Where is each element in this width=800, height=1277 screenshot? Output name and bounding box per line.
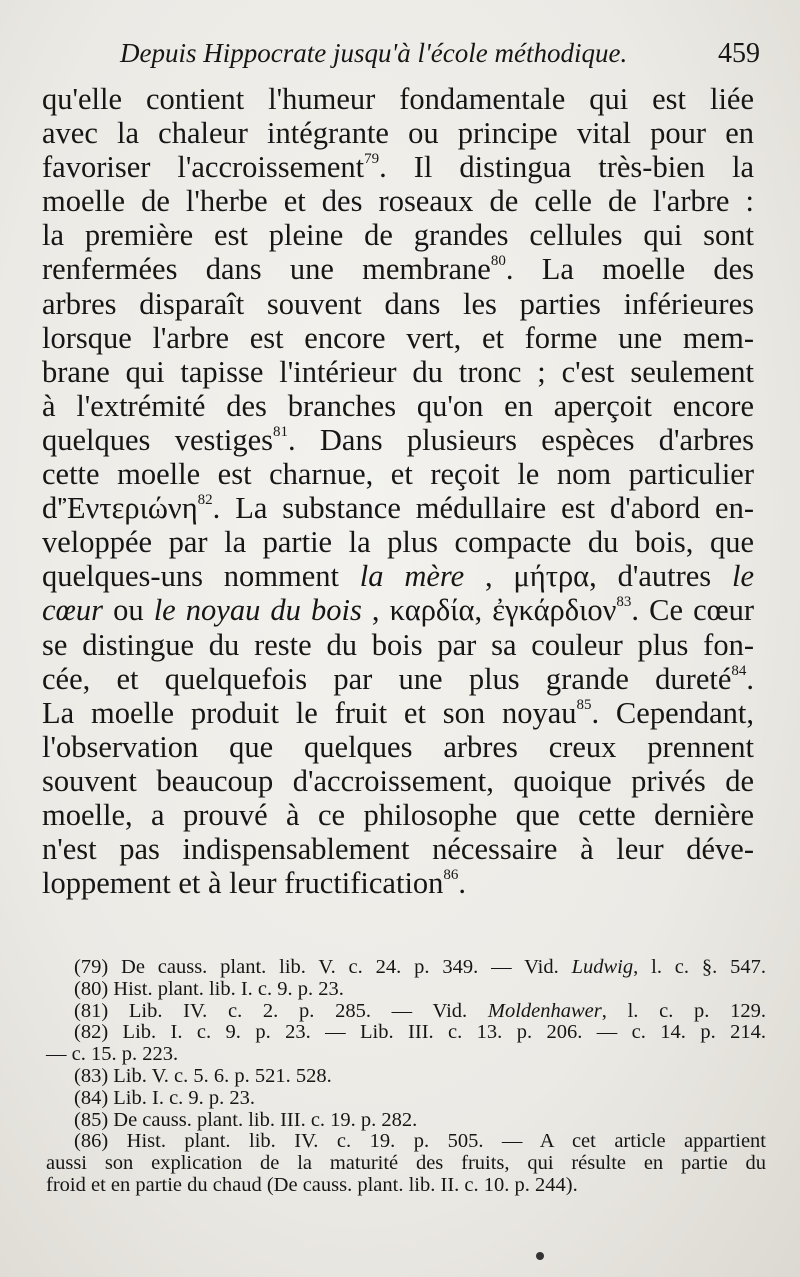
footnote-line [46, 957, 766, 979]
footnote-ref: 81 [272, 423, 288, 440]
line-text: cette moelle est charnue, et reçoit le nom particulier [42, 457, 754, 492]
text-line [42, 252, 754, 286]
line-text: . [746, 661, 754, 696]
footnote-line [46, 1110, 766, 1132]
printer-mark-dot [536, 1252, 544, 1260]
line-text: , καρδία, ἐγκάρδιον [371, 593, 617, 628]
line-text: se distingue du reste du bois par sa couleur plus fon- [42, 627, 754, 662]
line-text: l'observation que quelques arbres creux prennent [42, 729, 754, 764]
line-text: ou [113, 593, 144, 628]
text-line [42, 321, 754, 355]
text-line [42, 662, 754, 696]
line-text: d'Ἐντεριώνη [42, 491, 198, 526]
text-line [42, 150, 754, 184]
text-line [42, 730, 754, 764]
footnote-ref: 80 [490, 253, 506, 270]
line-text: n'est pas indispensablement nécessaire à leur déve- [42, 832, 754, 867]
line-text: à l'extrémité des branches qu'on en aperçoit encore [42, 388, 754, 423]
line-text: moelle de l'herbe et des roseaux de celle de l'arbre : [42, 184, 754, 219]
footnote-ref: 82 [197, 492, 213, 509]
text-line [42, 832, 754, 866]
text-line [42, 355, 754, 389]
footnote-text: , l. c. p. 129. [601, 999, 767, 1022]
footnote-text: (82) Lib. I. c. 9. p. 23. — Lib. III. c. 13. p. 206. — c. 14. p. 214. [74, 1021, 766, 1044]
main-text [42, 82, 754, 900]
text-line [42, 423, 754, 457]
text-line [42, 764, 754, 798]
footnote-ref: 84 [731, 662, 747, 679]
footnote-line [46, 1022, 766, 1044]
line-text: veloppée par la partie la plus compacte du bois, que [42, 525, 754, 560]
line-text: , μήτρα, d'autres [484, 559, 712, 594]
italic-text: la mère [359, 559, 465, 594]
footnote-text: (80) Hist. plant. lib. I. c. 9. p. 23. [74, 977, 344, 1000]
text-line [42, 116, 754, 150]
line-text: avec la chaleur intégrante ou principe vital pour en [42, 116, 754, 151]
text-line [42, 389, 754, 423]
footnote-line [46, 1066, 766, 1088]
italic-text: le [731, 559, 754, 594]
footnote-line [46, 1044, 766, 1066]
text-line [42, 559, 754, 593]
line-text: . Ce cœur [631, 593, 755, 628]
text-line [42, 457, 754, 491]
footnote-line [46, 1088, 766, 1110]
line-text: cée, et quelquefois par une plus grande dureté [42, 661, 732, 696]
footnote-text: , l. c. §. 547. [633, 956, 767, 978]
footnote-ref: 79 [364, 151, 380, 168]
footnote-line [46, 1001, 766, 1023]
line-text: . La substance médullaire est d'abord en- [212, 491, 754, 526]
footnote-text: (84) Lib. I. c. 9. p. 23. [74, 1086, 256, 1109]
line-text: brane qui tapisse l'intérieur du tronc ; c'est seulement [42, 354, 754, 389]
footnotes [46, 957, 766, 1197]
italic-text: Moldenhawer [487, 999, 602, 1022]
running-title: Depuis Hippocrate jusqu'à l'école méthodique. [120, 38, 628, 68]
footnote-text: (86) Hist. plant. lib. IV. c. 19. p. 505. — A cet article appartient [74, 1130, 766, 1153]
footnote-text: — c. 15. p. 223. [46, 1043, 179, 1066]
line-text: . Dans plusieurs espèces d'arbres [287, 422, 754, 457]
footnote-text: (81) Lib. IV. c. 2. p. 285. — Vid. [74, 999, 468, 1022]
italic-text: le noyau du bois [153, 593, 362, 628]
line-text: . Cependant, [591, 695, 754, 730]
footnote-line [46, 979, 766, 1001]
footnote-text: (85) De causs. plant. lib. III. c. 19. p. 282. [74, 1108, 418, 1131]
line-text: . La moelle des [505, 252, 755, 287]
footnote-text: froid et en partie du chaud (De causs. plant. lib. II. c. 10. p. 244). [46, 1173, 578, 1196]
line-text: qu'elle contient l'humeur fondamentale qui est liée [42, 82, 754, 116]
page-number: 459 [718, 38, 760, 69]
footnote-line [46, 1153, 766, 1175]
line-text: la première est pleine de grandes cellules qui sont [42, 218, 754, 253]
text-line [42, 696, 754, 730]
text-line [42, 82, 754, 116]
text-line [42, 798, 754, 832]
running-header [120, 38, 770, 78]
text-line [42, 593, 754, 627]
line-text: La moelle produit le fruit et son noyau [42, 695, 577, 730]
line-text: . [458, 866, 467, 901]
line-text: quelques vestiges [42, 422, 273, 457]
footnote-text: (83) Lib. V. c. 5. 6. p. 521. 528. [74, 1064, 332, 1087]
footnote-ref: 85 [576, 696, 592, 713]
italic-text: cœur [42, 593, 103, 628]
text-line [42, 287, 754, 321]
text-line [42, 218, 754, 252]
line-text: moelle, a prouvé à ce philosophe que cette dernière [42, 797, 754, 832]
footnote-ref: 83 [616, 594, 632, 611]
line-text: renfermées dans une membrane [42, 252, 491, 287]
text-line [42, 491, 754, 525]
footnote-line [46, 1175, 766, 1197]
text-line [42, 525, 754, 559]
text-line [42, 866, 754, 900]
line-text: . Il distingua très-bien la [379, 150, 754, 185]
footnote-text: aussi son explication de la maturité des fruits, qui résulte en partie du [46, 1152, 766, 1175]
italic-text: Ludwig [571, 956, 634, 978]
text-line [42, 184, 754, 218]
line-text: arbres disparaît souvent dans les parties inférieures [42, 286, 754, 321]
line-text: souvent beaucoup d'accroissement, quoique privés de [42, 763, 754, 798]
footnote-line [46, 1131, 766, 1153]
line-text: loppement et à leur fructification [42, 866, 444, 901]
footnote-ref: 86 [443, 867, 459, 884]
footnote-text: (79) De causs. plant. lib. V. c. 24. p. 349. — Vid. [74, 956, 559, 978]
text-line [42, 628, 754, 662]
line-text: quelques-uns nomment [42, 559, 339, 594]
line-text: lorsque l'arbre est encore vert, et forme une mem- [42, 320, 754, 355]
line-text: favoriser l'accroissement [42, 150, 365, 185]
